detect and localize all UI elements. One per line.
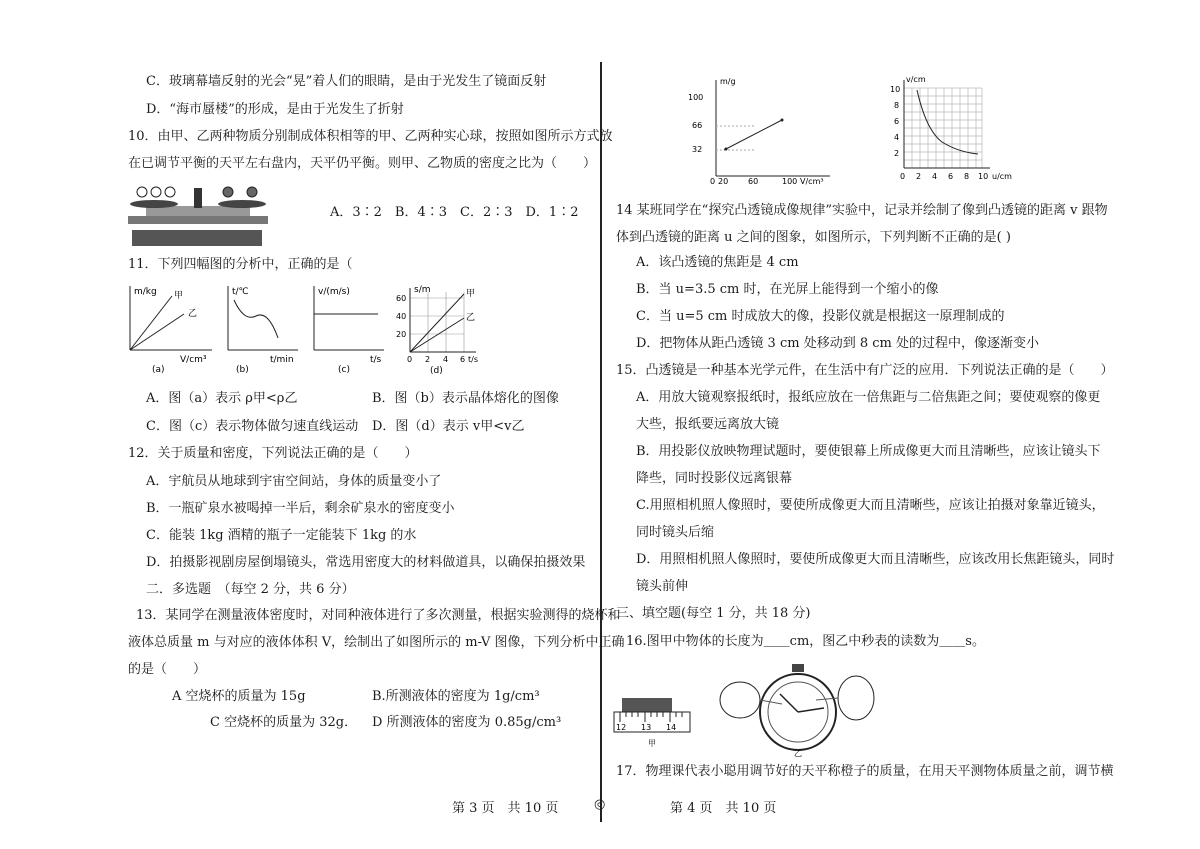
stopwatch-crown	[792, 664, 804, 672]
graph-a	[124, 282, 216, 374]
q11-option-d: D．图（d）表示 v甲<v乙	[372, 419, 525, 434]
graph-mv-point	[725, 148, 728, 151]
graph-vu-xtick: 8	[964, 172, 970, 181]
q15-option-c-line1: C.用照相机照人像照时，要使所成像更大而且清晰些，应该让拍摄对象靠近镜头，	[636, 498, 1105, 513]
graph-a-label-jia: 甲	[174, 291, 184, 301]
graph-mass-volume	[682, 74, 832, 186]
graph-mv-xtick: 0	[710, 177, 716, 186]
right-pan	[218, 200, 266, 208]
graph-mv-xtick: 60	[748, 177, 759, 186]
graph-d-xtick: 6	[460, 355, 466, 364]
page-footer-right: 第 4 页 共 10 页	[670, 801, 777, 816]
graph-a-line-yi	[130, 314, 184, 350]
q14-option-a: A．该凸透镜的焦距是 4 cm	[636, 255, 799, 270]
graph-mv-ytick: 66	[692, 121, 703, 130]
q9-option-d: D．“海市蜃楼”的形成，是由于光发生了折射	[146, 102, 404, 117]
ruler-tick-label: 14	[666, 723, 677, 732]
ball-yi-1	[223, 187, 233, 197]
q13-option-b: B.所测液体的密度为 1g/cm³	[372, 689, 540, 704]
graph-d	[394, 282, 480, 374]
graph-d-xtick: 2	[425, 355, 431, 364]
q14-option-b: B．当 u=3.5 cm 时，在光屏上能得到一个缩小的像	[636, 282, 939, 297]
section-3-heading: 三、填空题(每空 1 分，共 18 分)	[616, 606, 811, 621]
stopwatch-minute-inset	[720, 682, 760, 718]
left-pan	[130, 200, 178, 208]
graph-vu-ytick: 8	[894, 101, 900, 110]
graph-d-ytick: 40	[396, 312, 407, 321]
q15-option-c-line2: 同时镜头后缩	[636, 525, 715, 540]
graph-d-caption: (d)	[430, 366, 443, 374]
q15-option-d-line2: 镜头前伸	[636, 579, 689, 594]
ruler-figure	[612, 694, 692, 754]
graph-c-ylabel: v/(m/s)	[318, 287, 350, 297]
graph-mv-ytick: 100	[688, 93, 704, 102]
graph-d-label-yi: 乙	[466, 313, 476, 323]
q14-option-d: D．把物体从距凸透镜 3 cm 处移动到 8 cm 处的过程中，像逐渐变小	[636, 336, 1039, 351]
graph-vu-ytick: 10	[890, 85, 901, 94]
stopwatch-figure	[716, 664, 886, 758]
graph-vu-grid	[904, 88, 982, 168]
ruler-tick-label: 12	[616, 723, 627, 732]
q9-option-c: C．玻璃幕墙反射的光会“晃”着人们的眼睛，是由于光发生了镜面反射	[146, 74, 547, 89]
ball-jia-1	[137, 187, 147, 197]
q15-option-a-line2: 大些，报纸要远离放大镜	[636, 417, 780, 432]
graph-vu-xtick: 2	[916, 172, 922, 181]
scale-base	[132, 230, 262, 246]
q16-stem: 16.图甲中物体的长度为＿＿cm，图乙中秒表的读数为＿＿s。	[626, 634, 985, 649]
page-footer-left: 第 3 页 共 10 页	[452, 801, 559, 816]
graph-d-xtick: 0	[407, 355, 413, 364]
graph-mv-xtick: 100	[782, 177, 798, 186]
graph-mv-line	[724, 120, 782, 150]
graph-b-caption: (b)	[236, 365, 249, 374]
graph-b-curve	[234, 300, 278, 338]
q13-stem-line1: 13．某同学在测量液体密度时，对同种液体进行了多次测量，根据实验测得的烧杯和	[136, 608, 621, 623]
right-page	[602, 0, 1200, 849]
q11-stem: 11．下列四幅图的分析中，正确的是（	[128, 257, 353, 272]
q11-option-c: C．图（c）表示物体做匀速直线运动	[146, 419, 359, 434]
graph-vu-curve	[917, 90, 978, 154]
scale-pillar	[194, 188, 202, 208]
q11-option-b: B．图（b）表示晶体熔化的图像	[372, 391, 559, 406]
graph-a-label-yi: 乙	[188, 309, 198, 319]
graph-vu-ytick: 4	[894, 133, 900, 142]
center-mark: ◎	[594, 797, 606, 812]
graph-mv-ylabel: m/g	[720, 77, 736, 86]
q11-option-a: A．图（a）表示 ρ甲<ρ乙	[146, 391, 298, 406]
stopwatch-second-inset	[838, 676, 874, 720]
q13-option-d: D 所测液体的密度为 0.85g/cm³	[372, 715, 562, 730]
q10-options: A．3∶2 B．4∶3 C．2∶3 D．1∶2	[330, 205, 579, 220]
ruler-object	[622, 698, 672, 712]
q17-stem: 17．物理课代表小聪用调节好的天平称橙子的质量，在用天平测物体质量之前，调节横	[616, 764, 1114, 779]
q15-option-b-line2: 降些，同时投影仪远离银幕	[636, 471, 793, 486]
q13-option-a: A 空烧杯的质量为 15g	[172, 689, 306, 704]
q12-option-d: D．拍摄影视剧房屋倒塌镜头，常选用密度大的材料做道具，以确保拍摄效果	[146, 555, 586, 570]
graph-vu-xtick: 4	[932, 172, 938, 181]
q15-option-a-line1: A．用放大镜观察报纸时，报纸应放在一倍焦距与二倍焦距之间；要使观察的像更	[636, 390, 1101, 405]
graph-d-ylabel: s/m	[414, 285, 431, 295]
graph-image-object-distance	[882, 74, 1032, 186]
section-2-heading: 二．多选题 （每空 2 分，共 6 分）	[146, 582, 355, 597]
graph-d-ytick: 20	[396, 330, 407, 339]
graph-a-ylabel: m/kg	[134, 287, 157, 297]
q10-stem-line2: 在已调节平衡的天平左右盘内，天平仍平衡。则甲、乙物质的密度之比为（ ）	[128, 156, 597, 171]
scale-beam	[128, 216, 268, 224]
ball-yi-2	[247, 187, 257, 197]
graph-a-line-jia	[130, 296, 172, 350]
stopwatch-caption: 乙	[794, 749, 802, 758]
graph-a-caption: (a)	[152, 365, 165, 374]
graph-b-ylabel: t/℃	[232, 287, 249, 297]
graph-d-xlabel: t/s	[468, 355, 478, 364]
ball-jia-3	[165, 187, 175, 197]
q15-option-d-line1: D．用照相机照人像照时，要使所成像更大而且清晰些，应该改用长焦距镜头，同时	[636, 552, 1115, 567]
q13-option-c: C 空烧杯的质量为 32g．	[210, 715, 358, 730]
q13-stem-line2: 液体总质量 m 与对应的液体体积 V，绘制出了如图所示的 m-V 图像，下列分析中正确	[128, 635, 625, 650]
graph-vu-xlabel: u/cm	[992, 172, 1012, 181]
graph-vu-ytick: 6	[894, 117, 900, 126]
graph-c-xlabel: t/s	[370, 355, 382, 365]
graph-vu-xtick: 10	[978, 172, 989, 181]
graph-mv-xlabel: V/cm³	[800, 177, 824, 186]
q12-option-c: C．能装 1kg 酒精的瓶子一定能装下 1kg 的水	[146, 528, 417, 543]
graph-vu-xtick: 0	[900, 172, 906, 181]
q12-option-a: A．宇航员从地球到宇宙空间站，身体的质量变小了	[146, 474, 442, 489]
ball-jia-2	[151, 187, 161, 197]
graph-mv-point	[781, 119, 784, 122]
graph-c-caption: (c)	[338, 365, 350, 374]
ruler-caption: 甲	[648, 739, 656, 748]
q14-option-c: C．当 u=5 cm 时成放大的像，投影仪就是根据这一原理制成的	[636, 309, 1005, 324]
graph-d-xtick: 4	[443, 355, 449, 364]
balance-scale-figure	[124, 178, 272, 250]
graph-mv-ytick: 32	[692, 145, 703, 154]
q14-stem-line2: 体到凸透镜的距离 u 之间的图象，如图所示，下列判断不正确的是( )	[616, 230, 1011, 245]
q15-option-b-line1: B．用投影仪放映物理试题时，要使银幕上所成像更大而且清晰些，应该让镜头下	[636, 444, 1101, 459]
graph-vu-ylabel: v/cm	[906, 75, 926, 84]
q12-option-b: B．一瓶矿泉水被喝掉一半后，剩余矿泉水的密度变小	[146, 501, 455, 516]
q14-stem-line1: 14 某班同学在“探究凸透镜成像规律”实验中，记录并绘制了像到凸透镜的距离 v 跟物	[616, 203, 1108, 218]
graph-c	[308, 282, 388, 374]
q12-stem: 12．关于质量和密度，下列说法正确的是（ ）	[128, 446, 418, 461]
graph-a-xlabel: V/cm³	[180, 355, 207, 365]
q10-stem-line1: 10．由甲、乙两种物质分别制成体积相等的甲、乙两种实心球，按照如图所示方式放	[128, 129, 613, 144]
graph-vu-xtick: 6	[948, 172, 954, 181]
graph-d-label-jia: 甲	[466, 289, 476, 299]
graph-b	[222, 282, 302, 374]
graph-b-xlabel: t/min	[270, 355, 294, 365]
q13-stem-line3: 的是（ ）	[128, 662, 207, 677]
graph-d-ytick: 60	[396, 294, 407, 303]
graph-mv-xtick: 20	[718, 177, 729, 186]
q15-stem: 15．凸透镜是一种基本光学元件，在生活中有广泛的应用．下列说法正确的是（ ）	[616, 363, 1114, 378]
ruler-tick-label: 13	[641, 723, 652, 732]
graph-vu-ytick: 2	[894, 149, 900, 158]
